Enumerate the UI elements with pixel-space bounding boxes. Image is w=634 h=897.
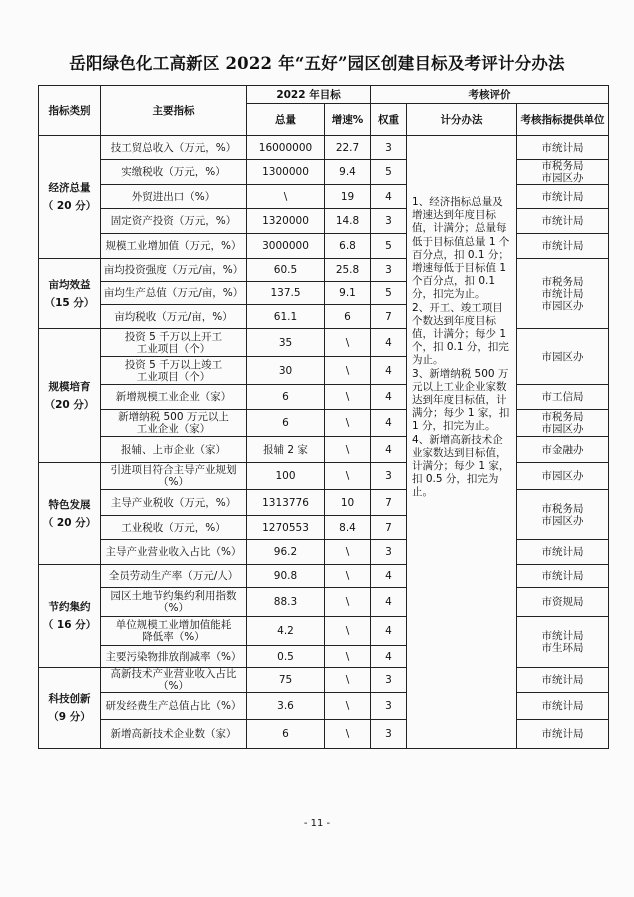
weight-cell: 3 — [371, 136, 407, 160]
growth-cell: 22.7 — [325, 136, 371, 160]
growth-cell: \ — [325, 617, 371, 646]
category-name: 经济总量 — [48, 182, 91, 194]
growth-cell: 9.1 — [325, 282, 371, 305]
total-cell: 100 — [247, 463, 325, 490]
category-cell — [39, 136, 101, 259]
table-row — [39, 385, 609, 410]
total-cell: 137.5 — [247, 282, 325, 305]
total-cell: 3000000 — [247, 234, 325, 259]
weight-cell: 4 — [371, 437, 407, 463]
total-cell: 75 — [247, 668, 325, 693]
evaluation-table — [38, 85, 609, 749]
growth-cell: \ — [325, 565, 371, 588]
unit-cell: 市统计局 — [517, 540, 609, 565]
indicator-cell: 新增高新技术企业数（家） — [101, 720, 247, 749]
indicator-cell: 规模工业增加值（万元，%） — [101, 234, 247, 259]
weight-cell: 3 — [371, 693, 407, 720]
unit-cell: 市税务局 市园区办 — [517, 160, 609, 185]
indicator-cell: 技工贸总收入（万元，%） — [101, 136, 247, 160]
total-cell: 6 — [247, 410, 325, 437]
indicator-cell: 工业税收（万元，%） — [101, 516, 247, 540]
total-cell: 6 — [247, 385, 325, 410]
table-row — [39, 160, 609, 185]
weight-cell: 4 — [371, 565, 407, 588]
indicator-cell: 固定资产投资（万元，%） — [101, 209, 247, 234]
weight-cell: 7 — [371, 516, 407, 540]
weight-cell: 5 — [371, 234, 407, 259]
indicator-cell: 园区土地节约集约利用指数 （%） — [101, 588, 247, 617]
table-row — [39, 617, 609, 646]
category-cell — [39, 463, 101, 565]
total-cell: 0.5 — [247, 646, 325, 668]
weight-cell: 5 — [371, 160, 407, 185]
category-name: 亩均效益 — [48, 278, 91, 291]
category-cell — [39, 668, 101, 749]
weight-cell: 7 — [371, 305, 407, 329]
table-row — [39, 540, 609, 565]
total-cell: 88.3 — [247, 588, 325, 617]
indicator-cell: 高新技术产业营业收入占比 （%） — [101, 668, 247, 693]
category-score: （9 分） — [48, 711, 91, 723]
unit-cell: 市资规局 — [517, 588, 609, 617]
growth-cell: 6 — [325, 305, 371, 329]
indicator-cell: 外贸进出口（%） — [101, 185, 247, 209]
growth-cell: 8.4 — [325, 516, 371, 540]
weight-cell: 3 — [371, 463, 407, 490]
header-unit: 考核指标提供单位 — [517, 104, 609, 136]
category-score: （15 分） — [44, 296, 95, 309]
total-cell: 报辅 2 家 — [247, 437, 325, 463]
total-cell: 96.2 — [247, 540, 325, 565]
category-score: （ 20 分） — [42, 516, 97, 529]
indicator-cell: 主导产业营业收入占比（%） — [101, 540, 247, 565]
unit-cell: 市统计局 — [517, 209, 609, 234]
indicator-cell: 投资 5 千万以上开工 工业项目（个） — [101, 329, 247, 357]
growth-cell: 14.8 — [325, 209, 371, 234]
indicator-cell: 新增纳税 500 万元以上 工业企业（家） — [101, 410, 247, 437]
header-category: 指标类别 — [39, 86, 101, 136]
indicator-cell: 引进项目符合主导产业规划 （%） — [101, 463, 247, 490]
table-row — [39, 329, 609, 357]
header-weight: 权重 — [371, 104, 407, 136]
growth-cell: \ — [325, 385, 371, 410]
header-target-group: 2022 年目标 — [247, 86, 371, 104]
unit-cell: 市统计局 — [517, 185, 609, 209]
weight-cell: 4 — [371, 185, 407, 209]
unit-cell: 市税务局 市园区办 — [517, 490, 609, 540]
header-method: 计分办法 — [407, 104, 517, 136]
growth-cell: \ — [325, 329, 371, 357]
table-row — [39, 565, 609, 588]
weight-cell: 3 — [371, 209, 407, 234]
growth-cell: \ — [325, 588, 371, 617]
unit-cell: 市统计局 — [517, 720, 609, 749]
scoring-method-cell: 1、经济指标总量及增速达到年度目标值，计满分；总量每低于目标值总量 1 个百分点，扣 0.1 分；增速每低于目标值 1 个百分点，扣 0.1 分，扣完为止。 2、开工、竣工项目个数达到年度目标值，计满分；每少 1 个，扣 0.1 分，扣完为止。 3、新增纳税 500 万元以上工业企业家数达到年度目标值，计满分；每少 1 家，扣 1 分，扣完为止。 4、新增高新技术企业家数达到目标值，计满分；每少 1 家，扣 0.5 分，扣完为止。 — [407, 136, 517, 749]
header-row-1 — [39, 86, 609, 104]
unit-cell: 市统计局 — [517, 136, 609, 160]
weight-cell: 4 — [371, 329, 407, 357]
total-cell: 16000000 — [247, 136, 325, 160]
category-name: 规模培育 — [48, 380, 91, 393]
page-number: - 11 - — [303, 818, 331, 829]
growth-cell: \ — [325, 693, 371, 720]
total-cell: 35 — [247, 329, 325, 357]
header-indicator: 主要指标 — [101, 86, 247, 136]
weight-cell: 3 — [371, 720, 407, 749]
total-cell: 1320000 — [247, 209, 325, 234]
category-score: （20 分） — [44, 398, 95, 411]
indicator-cell: 报辅、上市企业（家） — [101, 437, 247, 463]
indicator-cell: 投资 5 千万以上竣工 工业项目（个） — [101, 357, 247, 385]
header-total: 总量 — [247, 104, 325, 136]
table-row — [39, 668, 609, 693]
weight-cell: 4 — [371, 588, 407, 617]
category-cell — [39, 329, 101, 463]
weight-cell: 7 — [371, 490, 407, 516]
unit-cell: 市统计局 — [517, 234, 609, 259]
total-cell: 6 — [247, 720, 325, 749]
category-score: （ 16 分） — [42, 619, 97, 631]
table-row — [39, 234, 609, 259]
indicator-cell: 新增规模工业企业（家） — [101, 385, 247, 410]
weight-cell: 4 — [371, 617, 407, 646]
unit-cell: 市园区办 — [517, 463, 609, 490]
growth-cell: 9.4 — [325, 160, 371, 185]
total-cell: 1270553 — [247, 516, 325, 540]
growth-cell: \ — [325, 646, 371, 668]
table-row — [39, 259, 609, 282]
header-eval-group: 考核评价 — [371, 86, 609, 104]
total-cell: 60.5 — [247, 259, 325, 282]
indicator-cell: 亩均投资强度（万元/亩，%） — [101, 259, 247, 282]
category-score: （ 20 分） — [42, 200, 97, 212]
weight-cell: 3 — [371, 668, 407, 693]
weight-cell: 4 — [371, 410, 407, 437]
indicator-cell: 实缴税收（万元，%） — [101, 160, 247, 185]
indicator-cell: 研发经费生产总值占比（%） — [101, 693, 247, 720]
table-row — [39, 136, 609, 160]
table-row — [39, 410, 609, 437]
growth-cell: \ — [325, 437, 371, 463]
unit-cell: 市金融办 — [517, 437, 609, 463]
unit-cell: 市工信局 — [517, 385, 609, 410]
total-cell: 3.6 — [247, 693, 325, 720]
unit-cell: 市统计局 — [517, 565, 609, 588]
table-row — [39, 720, 609, 749]
growth-cell: 25.8 — [325, 259, 371, 282]
table-row — [39, 490, 609, 516]
table-row — [39, 693, 609, 720]
category-cell — [39, 565, 101, 668]
growth-cell: \ — [325, 410, 371, 437]
total-cell: \ — [247, 185, 325, 209]
total-cell: 30 — [247, 357, 325, 385]
total-cell: 1313776 — [247, 490, 325, 516]
header-growth: 增速% — [325, 104, 371, 136]
unit-cell: 市统计局 — [517, 668, 609, 693]
growth-cell: \ — [325, 668, 371, 693]
unit-cell: 市税务局 市园区办 — [517, 410, 609, 437]
unit-cell: 市园区办 — [517, 329, 609, 385]
table-row — [39, 588, 609, 617]
growth-cell: 6.8 — [325, 234, 371, 259]
total-cell: 90.8 — [247, 565, 325, 588]
indicator-cell: 主导产业税收（万元，%） — [101, 490, 247, 516]
weight-cell: 5 — [371, 282, 407, 305]
unit-cell: 市税务局 市统计局 市园区办 — [517, 259, 609, 329]
growth-cell: 19 — [325, 185, 371, 209]
weight-cell: 4 — [371, 357, 407, 385]
unit-cell: 市统计局 — [517, 693, 609, 720]
growth-cell: 10 — [325, 490, 371, 516]
total-cell: 1300000 — [247, 160, 325, 185]
indicator-cell: 亩均生产总值（万元/亩，%） — [101, 282, 247, 305]
category-name: 特色发展 — [48, 498, 91, 511]
table-row — [39, 209, 609, 234]
total-cell: 61.1 — [247, 305, 325, 329]
table-row — [39, 185, 609, 209]
indicator-cell: 亩均税收（万元/亩，%） — [101, 305, 247, 329]
growth-cell: \ — [325, 463, 371, 490]
weight-cell: 3 — [371, 540, 407, 565]
weight-cell: 3 — [371, 259, 407, 282]
growth-cell: \ — [325, 357, 371, 385]
page-title: 岳阳绿色化工高新区 2022 年“五好”园区创建目标及考评计分办法 — [69, 54, 565, 73]
total-cell: 4.2 — [247, 617, 325, 646]
indicator-cell: 单位规模工业增加值能耗 降低率（%） — [101, 617, 247, 646]
table-row — [39, 463, 609, 490]
growth-cell: \ — [325, 720, 371, 749]
table-row — [39, 437, 609, 463]
unit-cell: 市统计局 市生环局 — [517, 617, 609, 668]
weight-cell: 4 — [371, 646, 407, 668]
category-name: 科技创新 — [48, 693, 91, 705]
category-cell — [39, 259, 101, 329]
weight-cell: 4 — [371, 385, 407, 410]
growth-cell: \ — [325, 540, 371, 565]
indicator-cell: 主要污染物排放削减率（%） — [101, 646, 247, 668]
category-name: 节约集约 — [48, 601, 91, 613]
indicator-cell: 全员劳动生产率（万元/人） — [101, 565, 247, 588]
